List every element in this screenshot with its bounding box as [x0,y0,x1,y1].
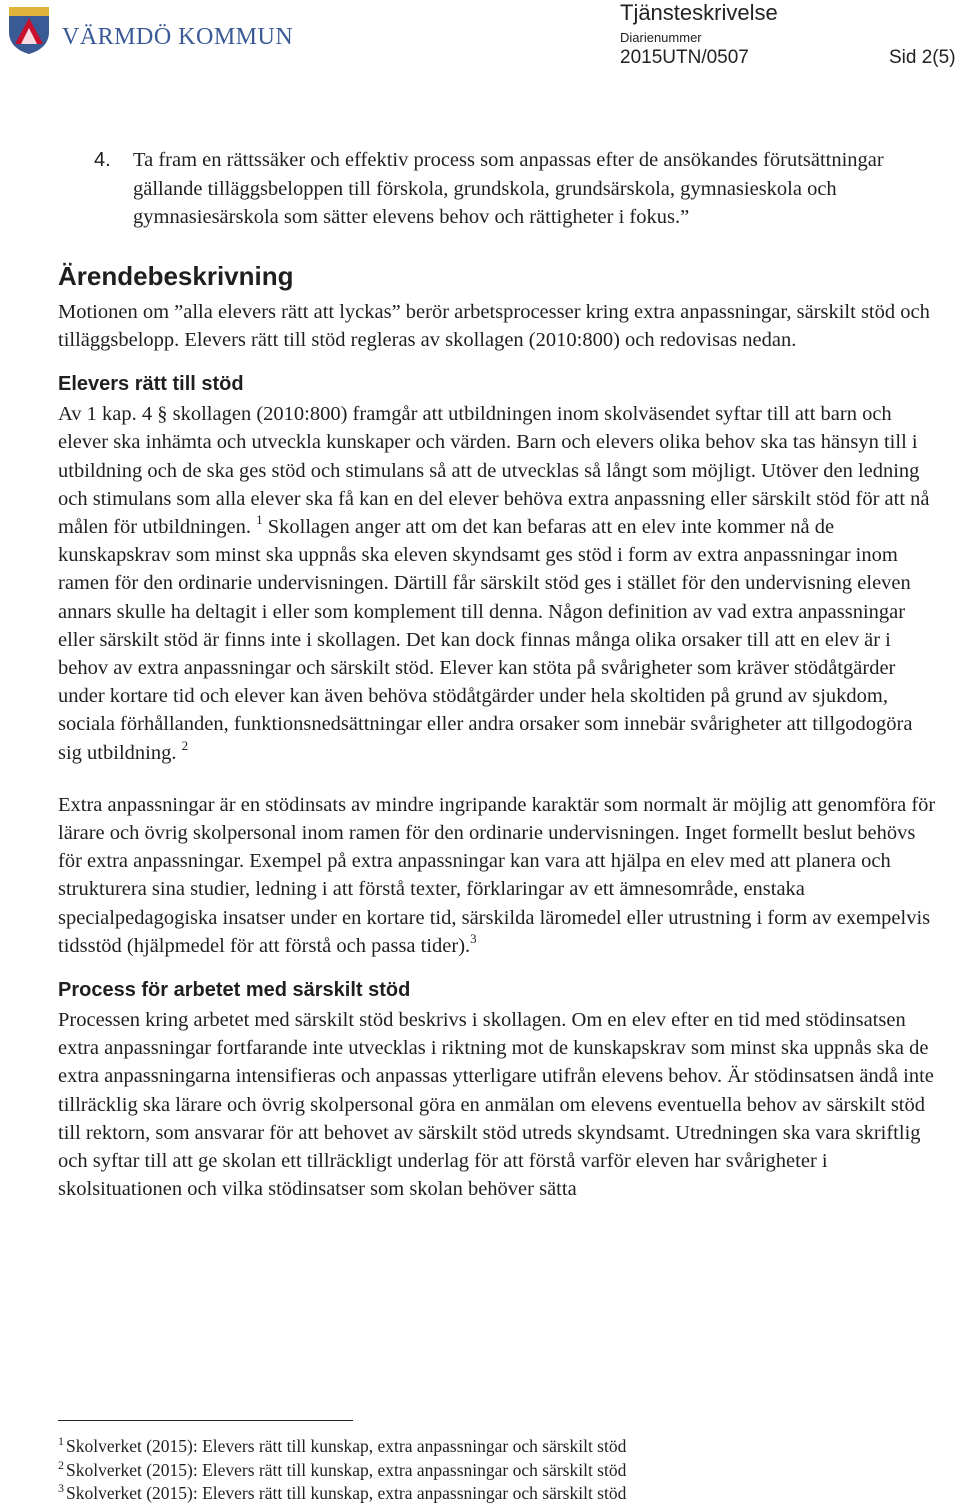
process-paragraph: Processen kring arbetet med särskilt stöd beskrivs i skollagen. Om en elev efter en tid med stödinsatsen extra anpassningar fortfarande inte utvecklas i riktning mot de kunskapskrav som minst ska uppnås ska de extra anpassningarna intensifieras och anpassas ytterligare utifrån elevens behov. Är stödinsatsen ändå inte tillräcklig ska lärare och övrig skolpersonal göra en anmälan om elevens eventuella behov av särskilt stöd till rektorn, som ansvarar för att behovet av särskilt stöd utreds skyndsamt. Utredningen ska vara skriftlig och syftar till att ge skolan ett tillräckligt underlag för att förstå varför eleven har svårigheter i skolsituationen och vilka stödinsatser som skolan behöver sätta [58,1009,934,1201]
footnote-3 [58,1482,938,1506]
footnote-text: Skolverket (2015): Elevers rätt till kunskap, extra anpassningar och särskilt stöd [66,1483,627,1503]
org-name: VÄRMDÖ KOMMUN [62,24,294,50]
item-number: 4. [94,149,111,171]
footnote-ref-3[interactable]: 3 [470,930,477,946]
coat-of-arms-icon [6,4,52,56]
elevers-ratt-paragraph-2 [58,791,938,960]
page-number: Sid 2(5) [889,47,956,68]
footnotes [58,1420,938,1506]
footnote-text: Skolverket (2015): Elevers rätt till kunskap, extra anpassningar och särskilt stöd [66,1459,627,1480]
paragraph-text: Extra anpassningar är en stödinsats av mindre ingripande karaktär som normalt är möjlig att genomföra för lärare och övrig skolpersonal inom ramen för den ordinarie undervisningen. Inget formellt beslut behövs för extra anpassningar. Exempel på extra anpassningar kan vara att hjälpa en elev med att planera och strukturera sina studier, ledning i att förstå texter, förklaringar av ett ämnesområde, enstaka specialpedagogiska insatser under en kortare tid, särskilda läromedel eller utrustning i form av exempelvis tidsstöd (hjälpmedel för att förstå och passa tider). [58,793,936,957]
elevers-ratt-paragraph-1 [58,400,938,767]
paragraph-text: Skollagen anger att om det kan befaras att en elev inte kommer nå de kunskapskrav som minst ska uppnås ska eleven skyndsamt ges stöd i form av extra anpassningar inom ramen för den ordinarie undervisningen. Därtill får särskilt stöd ges i stället för den undervisning eleven annars skulle ha deltagit i eller som komplement till denna. Någon definition av vad extra anpassningar eller särskilt stöd är finns inte i skollagen. Det kan dock finnas många olika orsaker till att en elev är i behov av extra anpassningar och särskilt stöd. Elever kan stöta på svårigheter som kräver stödåtgärder under kortare tid och elever kan även behöva stödåtgärder under hela skoltiden på grund av sjukdom, sociala förhållanden, funktionsnedsättningar eller andra orsaker som innebär svårigheter att tillgodogöra sig utbildning. [58,516,913,764]
item-text: Ta fram en rättssäker och effektiv process som anpassas efter de ansökandes förutsättningar gällande tilläggsbeloppen till förskola, grundskola, grundsärskola, gymnasieskola och gymnasiesärskola som sätter elevens behov och rättigheter i fokus.” [133,149,884,229]
heading-process: Process för arbetet med särskilt stöd [58,979,411,1002]
footnote-ref-1[interactable]: 1 [256,512,263,527]
varmdo-logo [6,4,294,60]
heading-arendebeskrivning: Ärendebeskrivning [58,260,294,291]
heading-elevers-ratt: Elevers rätt till stöd [58,373,244,396]
diarie-label: Diarienummer [620,30,702,45]
footnote-number: 2 [58,1457,64,1472]
footnote-text: Skolverket (2015): Elevers rätt till kunskap, extra anpassningar och särskilt stöd [66,1436,627,1456]
numbered-item-4 [58,146,938,232]
footnote-2 [58,1459,938,1483]
footnote-1 [58,1435,938,1459]
footnote-number: 1 [58,1434,64,1448]
arende-paragraph: Motionen om ”alla elevers rätt att lyckas” berör arbetsprocesser kring extra anpassningar, särskilt stöd och tilläggsbelopp. Elevers rätt till stöd regleras av skollagen (2010:800) och redovisas nedan. [58,300,930,351]
footnote-divider [58,1420,353,1421]
diarie-number: 2015UTN/0507 [620,47,749,68]
document-type: Tjänsteskrivelse [620,0,778,25]
page-header [0,0,960,80]
paragraph-text: Av 1 kap. 4 § skollagen (2010:800) framgår att utbildningen inom skolväsendet syftar till att barn och elever ska inhämta och utveckla kunskaper och värden. Barn och elevers olika behov ska tas hänsyn till i utbildning och de ska ges stöd och stimulans så att de utvecklas så långt som möjligt. Utöver den ledning och stimulans som alla elever ska få kan en del elever behöva extra anpassning eller särskilt stöd för att nå målen för utbildningen. [58,403,930,538]
footnote-number: 3 [58,1481,64,1495]
document-body [58,146,938,1203]
footnote-ref-2[interactable]: 2 [181,737,189,753]
